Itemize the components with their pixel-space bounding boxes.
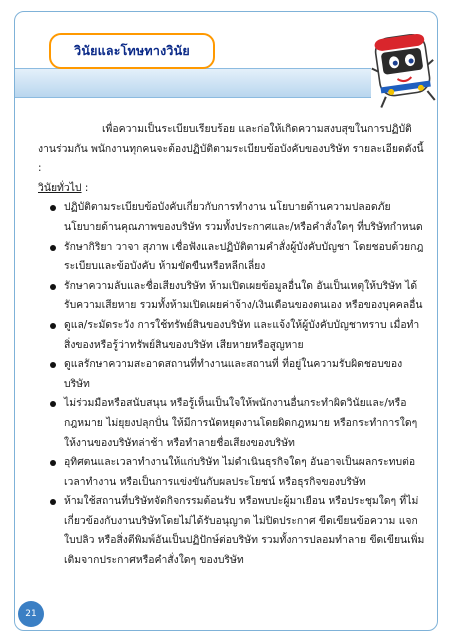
section-heading-line bbox=[38, 179, 426, 199]
header-band bbox=[15, 68, 371, 98]
page-number-badge bbox=[18, 601, 44, 627]
train-mascot-icon bbox=[368, 28, 440, 108]
intro-paragraph: เพื่อความเป็นระเบียบเรียบร้อย และก่อให้เกิดความสงบสุขในการปฏิบัติงานร่วมกัน พนักงานทุกคนจะต้องปฏิบัติตามระเบียบข้อบังคับของบริษัท รายละเอียดดังนี้ : bbox=[38, 123, 424, 175]
section-heading: วินัยทั่วไป bbox=[38, 181, 82, 194]
list-item: รักษากิริยา วาจา สุภาพ เชื่อฟังและปฏิบัติตามคำสั่งผู้บังคับบัญชา โดยชอบด้วยกฎระเบียบและข้อบังคับ ห้ามขัดขืนหรือหลีกเลี่ยง bbox=[52, 238, 426, 277]
list-item: รักษาความลับและชื่อเสียงบริษัท ห้ามเปิดเผยข้อมูลอื่นใด อันเป็นเหตุให้บริษัท ได้รับความเสียหาย รวมทั้งห้ามเปิดเผยค่าจ้าง/เงินเดือนของตนเอง หรือของบุคคลอื่น bbox=[52, 277, 426, 316]
section-heading-suffix: : bbox=[81, 181, 89, 194]
list-item: ปฏิบัติตามระเบียบข้อบังคับเกี่ยวกับการทำงาน นโยบายด้านความปลอดภัย นโยบายด้านคุณภาพของบริษัท รวมทั้งประกาศและ/หรือคำสั่งใดๆ ที่บริษัทกำหนด bbox=[52, 198, 426, 237]
list-item: ห้ามใช้สถานที่บริษัทจัดกิจกรรมต้อนรับ หรือพบปะผู้มาเยือน หรือประชุมใดๆ ที่ไม่เกี่ยวข้องกับงานบริษัทโดยไม่ได้รับอนุญาต ไม่ปิดประกาศ ขีดเขียนข้อความ แจกใบปลิว หรือสิ่งตีพิมพ์อันเป็นปฏิปักษ์ต่อบริษัท รวมทั้งการปลอมทำลาย ขีดเขียนเพิ่มเติมจากประกาศหรือคำสั่งใดๆ ของบริษัท bbox=[52, 492, 426, 570]
list-item: ไม่ร่วมมือหรือสนับสนุน หรือรู้เห็นเป็นใจให้พนักงานอื่นกระทำผิดวินัยและ/หรือกฎหมาย ไม่ยุยงปลุกปั่น ให้มีการนัดหยุดงานโดยผิดกฎหมาย หรือกระทำการใดๆ ให้งานของบริษัทล่าช้า หรือทำลายชื่อเสียงของบริษัท bbox=[52, 394, 426, 453]
title-box bbox=[49, 33, 215, 69]
body-text bbox=[38, 120, 426, 571]
page-title: วินัยและโทษทางวินัย bbox=[74, 43, 190, 58]
list-item: อุทิศตนและเวลาทำงานให้แก่บริษัท ไม่ดำเนินธุรกิจใดๆ อันอาจเป็นผลกระทบต่อเวลาทำงาน หรือเป็นการแข่งขันกับผลประโยชน์ หรือธุรกิจของบริษัท bbox=[52, 453, 426, 492]
list-item: ดูแล/ระมัดระวัง การใช้ทรัพย์สินของบริษัท และแจ้งให้ผู้บังคับบัญชาทราบ เมื่อทำสิ่งของหรือรู้ว่าทรัพย์สินของบริษัท เสียหายหรือสูญหาย bbox=[52, 316, 426, 355]
rules-list bbox=[38, 198, 426, 570]
page-number: 21 bbox=[25, 609, 37, 619]
list-item: ดูแลรักษาความสะอาดสถานที่ทำงานและสถานที่ ที่อยู่ในความรับผิดชอบของบริษัท bbox=[52, 355, 426, 394]
